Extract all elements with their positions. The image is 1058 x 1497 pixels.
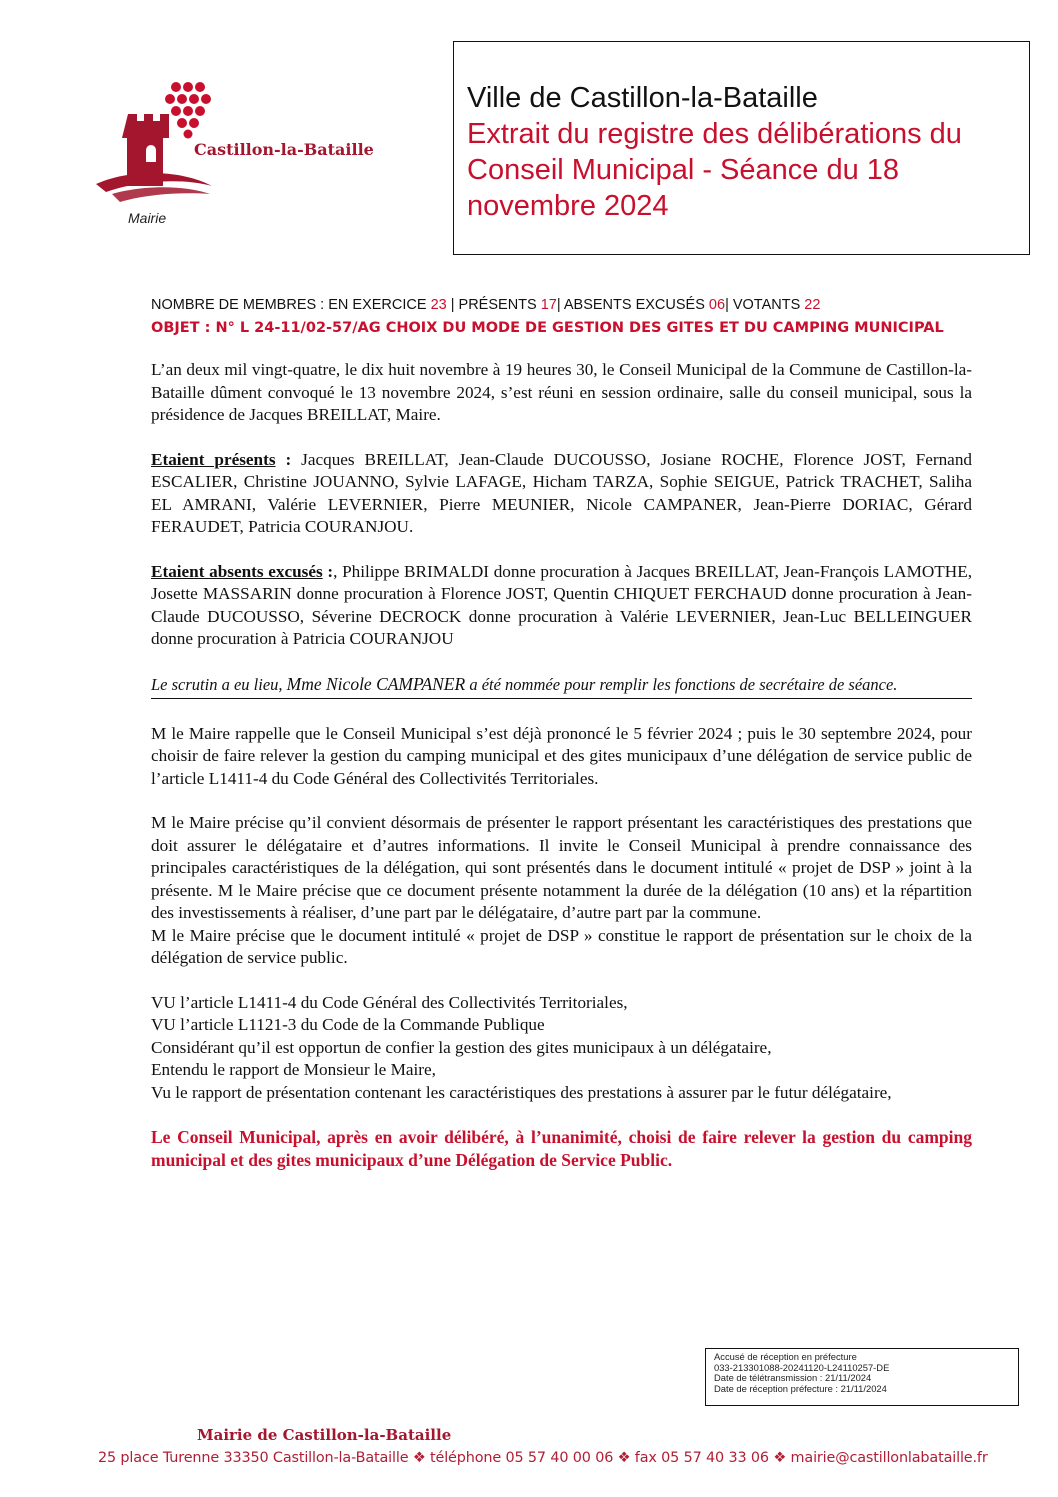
absent-list: , Philippe BRIMALDI donne procuration à Jacques BREILLAT, Jean-François LAMOTHE, Josette MASSARIN donne procuration à Florence JOST, Quentin CHIQUET FERCHAUD donne procuration à Jean-Claude DUCOUSSO, Séverine DECROCK donne procuration à Valérie LEVERNIER, Jean-Luc BELLEINGUER donne procuration à Patricia COURANJOU	[151, 561, 972, 648]
members-label-exercise: NOMBRE DE MEMBRES : EN EXERCICE	[151, 297, 431, 313]
prefecture-receipt-stamp	[705, 1348, 1019, 1406]
intro-paragraph: L’an deux mil vingt-quatre, le dix huit novembre à 19 heures 30, le Conseil Municipal de la Commune de Castillon-la-Bataille dûment convoqué le 13 novembre 2024, s’est réuni en session ordinaire, salle du conseil municipal, sous la présidence de Jacques BREILLAT, Maire.	[151, 360, 972, 424]
stamp-line: Accusé de réception en préfecture	[714, 1351, 857, 1362]
members-label-voters: | VOTANTS	[725, 297, 805, 313]
stamp-line: Date de réception préfecture : 21/11/2024	[714, 1382, 887, 1394]
body-paragraph-3: M le Maire précise que le document intitulé « projet de DSP » constitue le rapport de présentation sur le choix de la délégation de service public.	[151, 925, 972, 967]
body-paragraph-1: M le Maire rappelle que le Conseil Municipal s’est déjà prononcé le 5 février 2024 ; puis le 30 septembre 2024, pour choisir de faire relever la gestion du camping municipal et des gites municipaux d’une délégation de service public de l’article L1411-4 du Code Général des Collectivités Territoriales.	[151, 723, 972, 788]
vu-line: VU l’article L1411-4 du Code Général des Collectivités Territoriales,	[151, 992, 628, 1012]
extract-title: Extrait du registre des délibérations du Conseil Municipal - Séance du 18 novembre 2024	[467, 118, 962, 222]
present-paragraph	[151, 449, 972, 539]
stamp-line: 033-213301088-20241120-L24110257-DE	[714, 1361, 890, 1373]
present-sep: :	[275, 449, 302, 469]
footer-address: 25 place Turenne 33350 Castillon-la-Bataille ❖ téléphone 05 57 40 00 06 ❖ fax 05 57 40 33 06 ❖ mairie@castillonlabataille.fr	[98, 1450, 988, 1466]
city-title: Ville de Castillon-la-Bataille	[467, 82, 818, 114]
members-label-excused: | ABSENTS EXCUSÉS	[556, 297, 709, 313]
stamp-line: Date de télétransmission : 21/11/2024	[714, 1372, 872, 1383]
vu-list	[151, 992, 972, 1105]
vu-line: Entendu le rapport de Monsieur le Maire,	[151, 1060, 436, 1079]
objet-heading: OBJET : N° L 24-11/02-57/AG CHOIX DU MODE DE GESTION DES GITES ET DU CAMPING MUNICIPAL	[151, 320, 944, 336]
footer-mairie-name: Mairie de Castillon-la-Bataille	[197, 1426, 452, 1444]
absent-paragraph	[151, 561, 972, 651]
vu-line: Vu le rapport de présentation contenant les caractéristiques des prestations à assurer par le futur délégataire,	[151, 1082, 892, 1102]
town-logo	[92, 76, 412, 236]
members-present: 17	[540, 297, 557, 313]
body-paragraph-2: M le Maire précise qu’il convient désormais de présenter le rapport présentant les caractéristiques des prestations que doit assurer le délégataire et d’autres informations. Il invite le Conseil Municipal à prendre connaissance des principales caractéristiques de la délégation, qui sont présentés dans le document intitulé « projet de DSP » joint à la présente. M le Maire précise que ce document présente notamment la durée de la délégation (10 ans) et la répartition des investissements à réaliser, d’une part par le délégataire, d’autre part par la commune.	[151, 813, 972, 922]
secretary-after: a été nommée pour remplir les fonctions de secrétaire de séance.	[465, 674, 898, 694]
secretary-before: Le scrutin a eu lieu,	[151, 674, 287, 694]
secretary-name: Mme Nicole CAMPANER	[286, 673, 466, 694]
decision-paragraph: Le Conseil Municipal, après en avoir délibéré, à l’unanimité, choisi de faire relever la gestion du camping municipal et des gites municipaux d’une Délégation de Service Public.	[151, 1127, 972, 1170]
vu-line: VU l’article L1121-3 du Code de la Commande Publique	[151, 1015, 545, 1034]
logo-subtitle: Mairie	[128, 210, 167, 226]
members-voters: 22	[804, 297, 821, 313]
absent-sep: :	[322, 561, 334, 581]
present-list: Jacques BREILLAT, Jean-Claude DUCOUSSO, Josiane ROCHE, Florence JOST, Fernand ESCALIER, Christine JOUANNO, Sylvie LAFAGE, Hicham TARZA, Sophie SEIGUE, Patrick TRACHET, Saliha EL AMRANI, Valérie LEVERNIER, Pierre MEUNIER, Nicole CAMPANER, Jean-Pierre DORIAC, Gérard FERAUDET, Patricia COURANJOU.	[151, 449, 973, 536]
members-exercise: 23	[430, 297, 447, 313]
members-count-line	[151, 296, 972, 315]
present-label: Etaient présents	[151, 449, 276, 469]
vu-line: Considérant qu’il est opportun de confier la gestion des gites municipaux à un délégataire,	[151, 1037, 772, 1057]
deliberation-body	[151, 296, 972, 1172]
absent-label: Etaient absents excusés	[151, 561, 323, 581]
members-excused: 06	[708, 297, 726, 313]
members-label-present: | PRÉSENTS	[446, 297, 541, 313]
logo-town-name: Castillon-la-Bataille	[194, 140, 374, 159]
secretary-line	[151, 673, 972, 699]
header-title-box	[453, 41, 1030, 255]
